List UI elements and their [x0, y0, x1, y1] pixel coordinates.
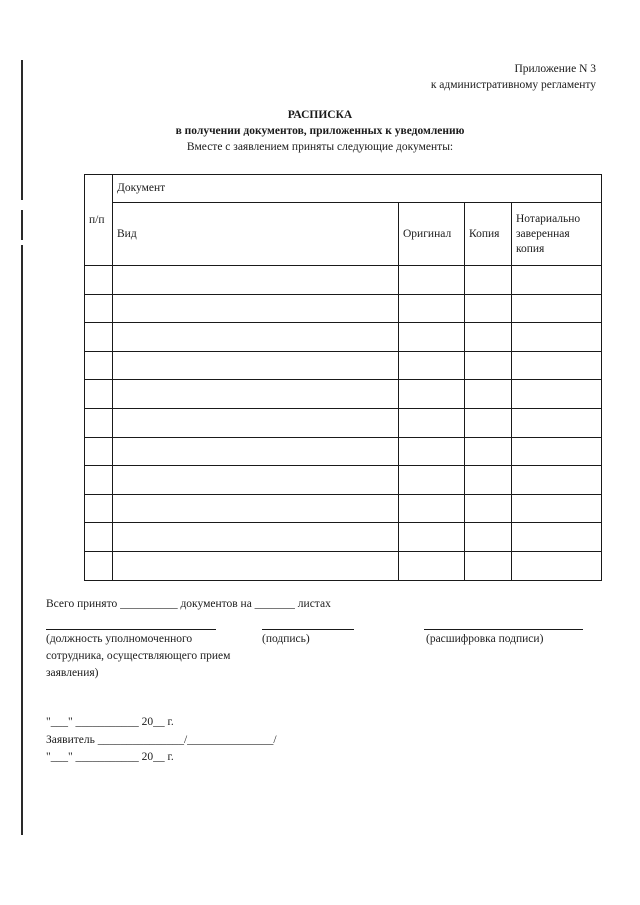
table-cell	[85, 551, 113, 580]
table-cell	[465, 380, 512, 409]
header-number: п/п	[85, 175, 113, 266]
applicant-line: Заявитель _______________/_______________/	[46, 734, 277, 746]
table-cell	[85, 408, 113, 437]
table-cell	[512, 408, 602, 437]
document-title: РАСПИСКА	[287, 109, 353, 121]
table-cell	[512, 380, 602, 409]
table-row	[85, 466, 602, 495]
appendix-header	[431, 61, 596, 93]
table-row	[85, 437, 602, 466]
table-cell	[399, 323, 465, 352]
table-cell	[512, 266, 602, 295]
table-cell	[465, 351, 512, 380]
table-cell	[399, 351, 465, 380]
documents-table	[84, 174, 602, 581]
decryption-label: (расшифровка подписи)	[426, 633, 544, 645]
document-subtitle: в получении документов, приложенных к уведомлению	[175, 125, 465, 137]
header-copy: Копия	[465, 203, 512, 266]
table-cell	[85, 266, 113, 295]
table-subheader-row	[85, 203, 602, 266]
table-cell	[465, 266, 512, 295]
total-line: Всего принято __________ документов на _______ листах	[46, 598, 331, 610]
header-document: Документ	[113, 175, 602, 203]
table-cell	[399, 408, 465, 437]
table-cell	[85, 437, 113, 466]
table-cell	[113, 408, 399, 437]
table-row	[85, 380, 602, 409]
table-cell	[399, 466, 465, 495]
table-row	[85, 494, 602, 523]
table-cell	[512, 466, 602, 495]
table-cell	[85, 523, 113, 552]
table-cell	[399, 523, 465, 552]
table-cell	[113, 294, 399, 323]
table-cell	[113, 437, 399, 466]
table-cell	[512, 523, 602, 552]
table-cell	[465, 466, 512, 495]
table-cell	[465, 437, 512, 466]
header-type: Вид	[113, 203, 399, 266]
appendix-reference: к административному регламенту	[430, 79, 596, 91]
table-cell	[512, 437, 602, 466]
table-cell	[465, 551, 512, 580]
signature-line	[262, 629, 354, 630]
table-cell	[465, 523, 512, 552]
table-row	[85, 523, 602, 552]
table-cell	[399, 494, 465, 523]
date-line: "___" ___________ 20__ г.	[46, 751, 174, 763]
table-cell	[399, 437, 465, 466]
table-row	[85, 294, 602, 323]
table-row	[85, 351, 602, 380]
position-label: (должность уполномоченного сотрудника, осуществляющего прием заявления)	[46, 633, 231, 679]
decryption-line	[424, 629, 583, 630]
table-cell	[512, 551, 602, 580]
table-row	[85, 323, 602, 352]
table-cell	[399, 551, 465, 580]
table-cell	[465, 494, 512, 523]
table-cell	[113, 266, 399, 295]
table-cell	[512, 494, 602, 523]
position-line	[46, 629, 216, 630]
table-cell	[399, 294, 465, 323]
table-cell	[85, 323, 113, 352]
table-cell	[113, 380, 399, 409]
table-cell	[85, 294, 113, 323]
table-cell	[465, 294, 512, 323]
table-cell	[399, 266, 465, 295]
table-cell	[465, 323, 512, 352]
table-header-row	[85, 175, 602, 203]
header-notarized: Нотариально заверенная копия	[512, 203, 602, 266]
intro-text: Вместе с заявлением приняты следующие документы:	[186, 141, 454, 153]
title-block	[0, 107, 640, 155]
table-cell	[512, 294, 602, 323]
table-cell	[113, 523, 399, 552]
margin-line	[21, 245, 23, 835]
header-original: Оригинал	[399, 203, 465, 266]
signature-label: (подпись)	[262, 633, 310, 645]
table-cell	[113, 494, 399, 523]
table-row	[85, 551, 602, 580]
table-cell	[85, 380, 113, 409]
table-row	[85, 408, 602, 437]
table-cell	[512, 323, 602, 352]
table-cell	[512, 351, 602, 380]
table-row	[85, 266, 602, 295]
table-cell	[465, 408, 512, 437]
table-cell	[113, 466, 399, 495]
table-cell	[85, 494, 113, 523]
table-cell	[113, 551, 399, 580]
table-cell	[85, 466, 113, 495]
margin-line	[21, 210, 23, 240]
table-cell	[399, 380, 465, 409]
table-cell	[113, 351, 399, 380]
table-cell	[85, 351, 113, 380]
date-line: "___" ___________ 20__ г.	[46, 716, 174, 728]
appendix-number: Приложение N 3	[514, 63, 596, 75]
table-cell	[113, 323, 399, 352]
